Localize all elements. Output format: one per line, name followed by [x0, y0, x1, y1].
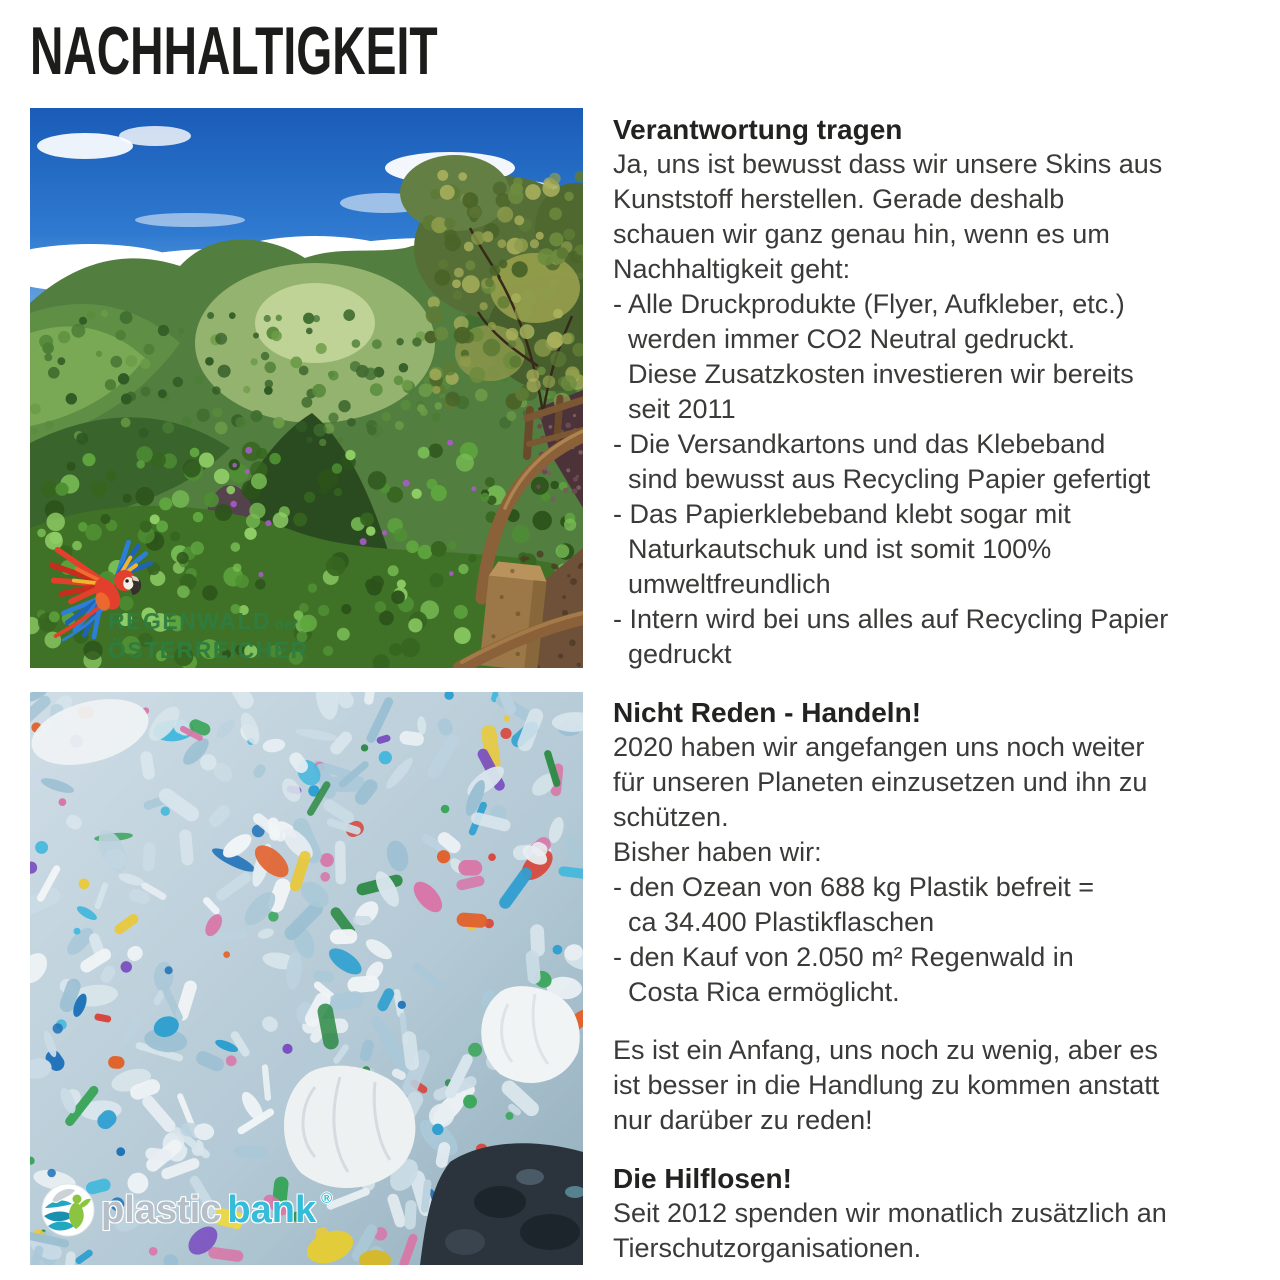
text-line: werden immer CO2 Neutral gedruckt.	[613, 324, 1076, 354]
text-line: Es ist ein Anfang, uns noch zu wenig, aber es	[613, 1035, 1158, 1065]
text-line: schauen wir ganz genau hin, wenn es um	[613, 219, 1110, 249]
registered-mark: ®	[321, 1190, 333, 1207]
text-line: Ja, uns ist bewusst dass wir unsere Skins aus	[613, 149, 1163, 179]
text-line: 2020 haben wir angefangen uns noch weiter	[613, 732, 1145, 762]
plastic-bottles-photo	[30, 692, 583, 1265]
text-line: - Die Versandkartons und das Klebeband	[613, 429, 1106, 459]
text-line: Nachhaltigkeit geht:	[613, 254, 851, 284]
text-line: Naturkautschuk und ist somit 100%	[613, 534, 1052, 564]
section-handeln	[613, 695, 1273, 1010]
text-line: - Intern wird bei uns alles auf Recycling Papier	[613, 604, 1169, 634]
text-line: Kunststoff herstellen. Gerade deshalb	[613, 184, 1065, 214]
text-line: Bisher haben wir:	[613, 837, 822, 867]
text-line: ist besser in die Handlung zu kommen anstatt	[613, 1070, 1160, 1100]
regenwald-logo	[108, 608, 309, 663]
section-heading: Nicht Reden - Handeln!	[613, 697, 922, 728]
text-line: seit 2011	[613, 394, 736, 424]
text-line: Seit 2012 spenden wir monatlich zusätzlich an	[613, 1198, 1167, 1228]
plasticbank-logo-plastic: plastic	[101, 1189, 222, 1231]
section-heading: Verantwortung tragen	[613, 114, 903, 145]
text-line: sind bewusst aus Recycling Papier gefertigt	[613, 464, 1151, 494]
sun-glow-core	[255, 283, 375, 363]
regenwald-logo-line2: ÖSTERREICHER	[108, 637, 309, 663]
text-line: Diese Zusatzkosten investieren wir bereits	[613, 359, 1134, 389]
page-title: NACHHALTIGKEIT	[30, 13, 438, 89]
text-line: schützen.	[613, 802, 729, 832]
section-hilflosen	[613, 1161, 1273, 1266]
plasticbank-icon	[40, 1182, 96, 1238]
section-verantwortung	[613, 112, 1273, 672]
text-line: - den Kauf von 2.050 m² Regenwald in	[613, 942, 1074, 972]
regenwald-logo-line1: REGENWALD der	[108, 608, 299, 634]
plasticbank-logo-bank: bank	[227, 1189, 317, 1231]
section-heading: Die Hilflosen!	[613, 1163, 792, 1194]
text-line: nur darüber zu reden!	[613, 1105, 873, 1135]
text-column	[613, 112, 1273, 1280]
text-line: umweltfreundlich	[613, 569, 831, 599]
section-anfang	[613, 1033, 1273, 1138]
text-line: - Das Papierklebeband klebt sogar mit	[613, 499, 1071, 529]
text-line: - Alle Druckprodukte (Flyer, Aufkleber, etc.)	[613, 289, 1125, 319]
text-line: für unseren Planeten einzusetzen und ihn zu	[613, 767, 1148, 797]
plasticbank-logo	[40, 1182, 332, 1238]
text-line: - den Ozean von 688 kg Plastik befreit =	[613, 872, 1095, 902]
plastic-scene	[30, 692, 583, 1265]
text-line: Costa Rica ermöglicht.	[613, 977, 900, 1007]
text-line: gedruckt	[613, 639, 732, 669]
text-line: Tierschutzorganisationen.	[613, 1233, 922, 1263]
rainforest-photo	[30, 108, 583, 668]
text-line: ca 34.400 Plastikflaschen	[613, 907, 935, 937]
